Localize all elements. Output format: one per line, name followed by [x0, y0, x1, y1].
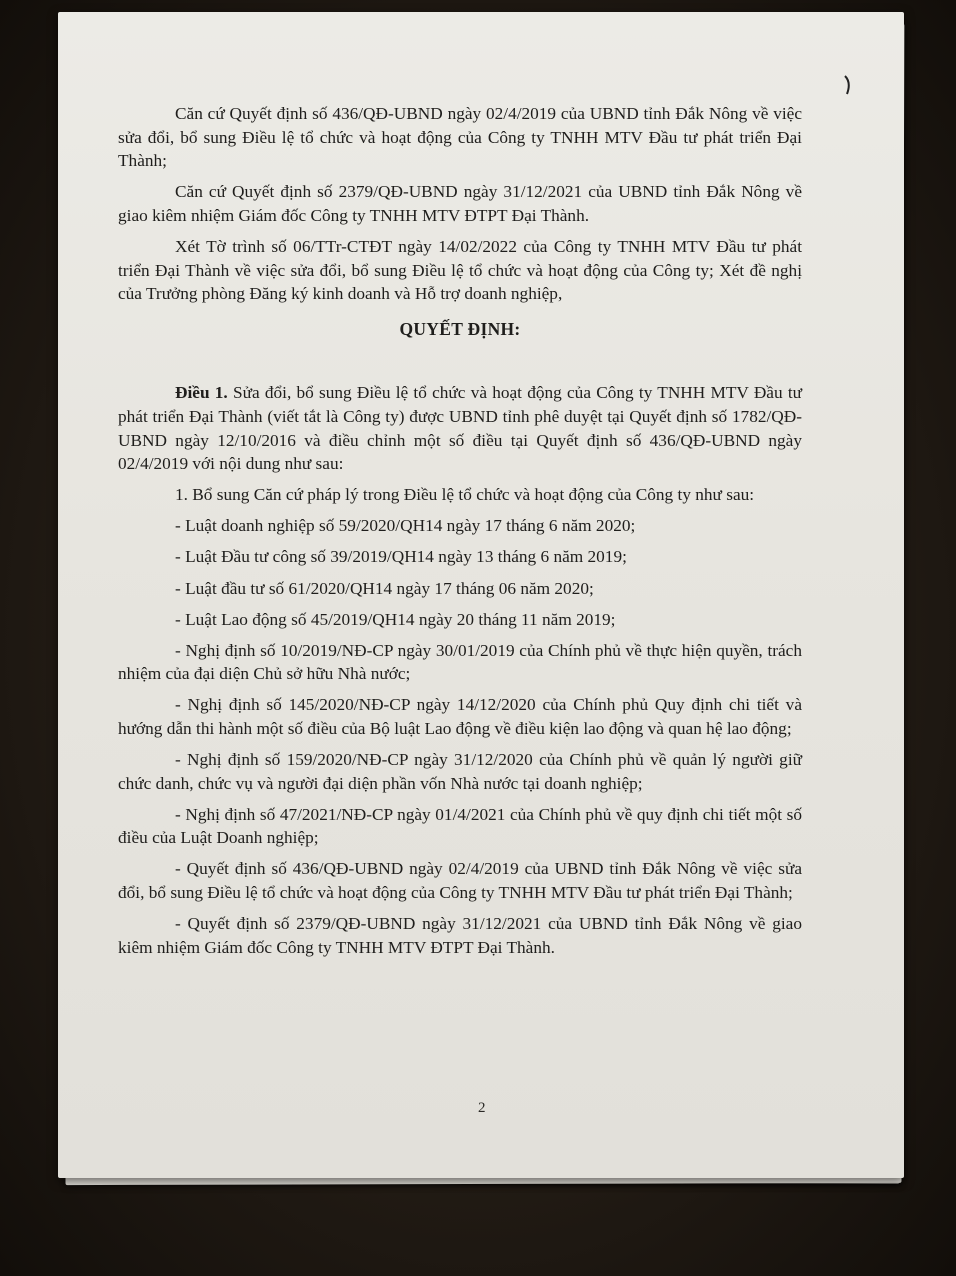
- legal-basis-item: - Luật Lao động số 45/2019/QH14 ngày 20 tháng 11 năm 2019;: [175, 609, 616, 629]
- legal-basis-item: - Luật Đầu tư công số 39/2019/QH14 ngày 13 tháng 6 năm 2019;: [175, 547, 627, 567]
- legal-basis-item: - Luật đầu tư số 61/2020/QH14 ngày 17 tháng 06 năm 2020;: [175, 578, 594, 598]
- paragraph-considering: Xét Tờ trình số 06/TTr-CTĐT ngày 14/02/2022 của Công ty TNHH MTV Đầu tư phát triển Đại Thành về việc sửa đổi, bổ sung Điều lệ tổ chức và hoạt động của Công ty; Xét đề nghị của Trưởng phòng Đăng ký kinh doanh và Hỗ trợ doanh nghiệp,: [118, 236, 802, 304]
- legal-basis-item: - Quyết định số 2379/QĐ-UBND ngày 31/12/2021 của UBND tỉnh Đắk Nông về giao kiêm nhiệm Giám đốc Công ty TNHH MTV ĐTPT Đại Thành.: [118, 914, 802, 957]
- legal-basis-item: - Nghị định số 159/2020/NĐ-CP ngày 31/12/2020 của Chính phủ về quản lý người giữ chức danh, chức vụ và người đại diện phần vốn Nhà nước tại doanh nghiệp;: [118, 750, 802, 793]
- article-1-text: Sửa đổi, bổ sung Điều lệ tổ chức và hoạt động của Công ty TNHH MTV Đầu tư phát triển Đại Thành (viết tắt là Công ty) được UBND tỉnh phê duyệt tại Quyết định số 1782/QĐ-UBND ngày 12/10/2016 và điều chỉnh một số điều tại Quyết định số 436/QĐ-UBND ngày 02/4/2019 với nội dung như sau:: [118, 383, 803, 474]
- legal-basis-item: - Quyết định số 436/QĐ-UBND ngày 02/4/2019 của UBND tỉnh Đắk Nông về việc sửa đổi, bổ sung Điều lệ tổ chức và hoạt động của Công ty TNHH MTV Đầu tư phát triển Đại Thành;: [118, 859, 802, 903]
- item-1: 1. Bổ sung Căn cứ pháp lý trong Điều lệ tổ chức và hoạt động của Công ty như sau:: [175, 485, 755, 505]
- page-number: 2: [478, 1100, 486, 1116]
- legal-basis-item: - Nghị định số 145/2020/NĐ-CP ngày 14/12/2020 của Chính phủ Quy định chi tiết và hướng dẫn thi hành một số điều của Bộ luật Lao động về điều kiện lao động và quan hệ lao động;: [118, 695, 802, 738]
- legal-basis-item: - Nghị định số 10/2019/NĐ-CP ngày 30/01/2019 của Chính phủ về thực hiện quyền, trách nhiệm của đại diện Chủ sở hữu Nhà nước;: [118, 640, 802, 684]
- legal-basis-item: - Luật doanh nghiệp số 59/2020/QH14 ngày 17 tháng 6 năm 2020;: [175, 516, 636, 536]
- paragraph-basis-436: Căn cứ Quyết định số 436/QĐ-UBND ngày 02/4/2019 của UBND tỉnh Đắk Nông về việc sửa đổi, bổ sung Điều lệ tổ chức và hoạt động của Công ty TNHH MTV Đầu tư phát triển Đại Thành;: [118, 104, 802, 171]
- decision-heading: QUYẾT ĐỊNH:: [399, 318, 521, 339]
- pen-mark-icon: [842, 74, 852, 96]
- document-body: [118, 102, 802, 967]
- paragraph-basis-2379: Căn cứ Quyết định số 2379/QĐ-UBND ngày 31/12/2021 của UBND tỉnh Đắk Nông về giao kiêm nhiệm Giám đốc Công ty TNHH MTV ĐTPT Đại Thành.: [118, 182, 802, 225]
- legal-basis-item: - Nghị định số 47/2021/NĐ-CP ngày 01/4/2021 của Chính phủ về quy định chi tiết một số điều của Luật Doanh nghiệp;: [118, 804, 802, 848]
- article-1: [118, 381, 802, 475]
- article-1-label: Điều 1.: [175, 383, 228, 403]
